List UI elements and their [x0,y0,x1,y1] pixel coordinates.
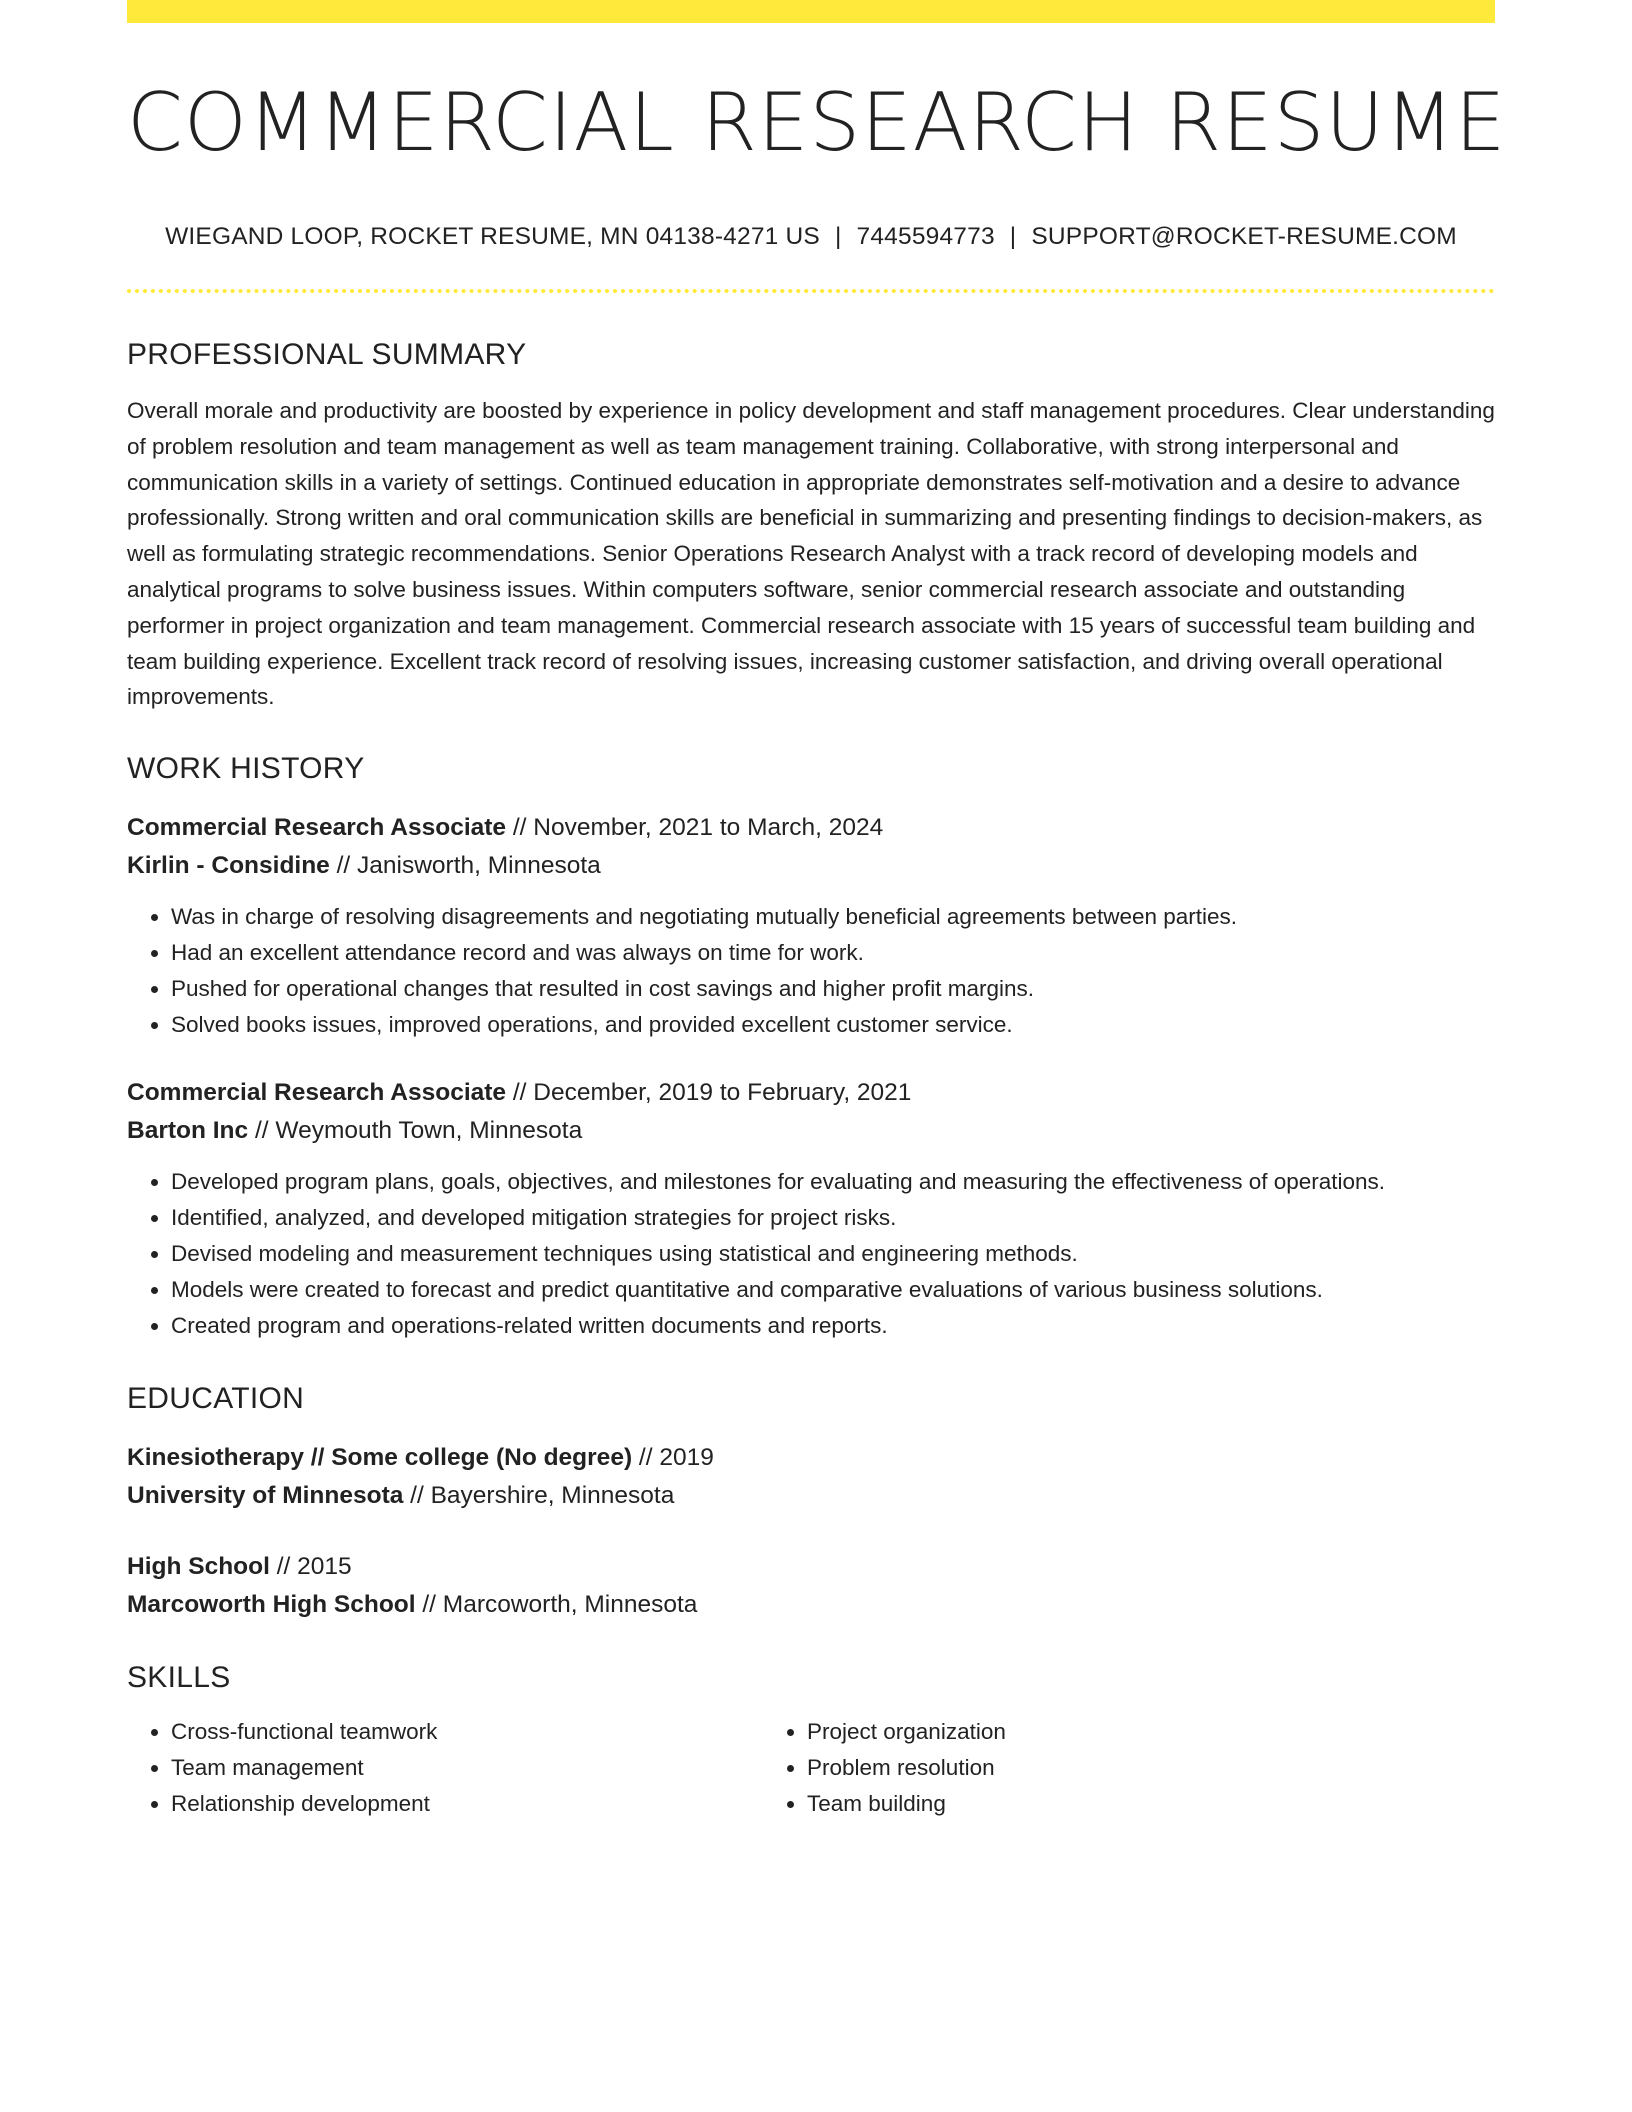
job-company: Barton Inc [127,1117,249,1145]
skill-item: • Problem resolution [807,1750,1387,1786]
education-school-line [127,1586,1495,1624]
section-title-education: EDUCATION [127,1382,305,1416]
accent-top-bar [127,0,1495,23]
skills-list-left [127,1714,757,1821]
job-bullet: • Models were created to forecast and predict quantitative and comparative evaluations of various business solutions. [171,1272,1495,1308]
job-bullet: • Identified, analyzed, and developed mitigation strategies for project risks. [171,1200,1495,1236]
education-location: // Bayershire, Minnesota [403,1482,675,1510]
skill-item: • Team building [807,1786,1387,1822]
job-role: Commercial Research Associate [127,814,507,842]
job-bullet: • Solved books issues, improved operations, and provided excellent customer service. [171,1007,1495,1043]
skill-item: • Relationship development [171,1786,757,1822]
resume-page [127,0,1507,1822]
education-school: Marcoworth High School [127,1591,416,1619]
education-degree: High School [127,1553,270,1581]
job-bullet: • Pushed for operational changes that resulted in cost savings and higher profit margins. [171,971,1495,1007]
contact-email: SUPPORT@ROCKET-RESUME.COM [1031,223,1457,250]
education-degree-line [127,1439,1495,1477]
job-entry [127,809,1495,1042]
job-company: Kirlin - Considine [127,852,330,880]
job-bullet: • Was in charge of resolving disagreements and negotiating mutually beneficial agreements between parties. [171,899,1495,935]
education-degree-line [127,1548,1495,1586]
education-year: // 2019 [632,1444,714,1472]
skills-columns [127,1714,1495,1821]
job-company-line [127,1112,1495,1150]
job-bullets [127,1164,1495,1343]
job-bullet: • Devised modeling and measurement techniques using statistical and engineering methods. [171,1236,1495,1272]
summary-text: Overall morale and productivity are boosted by experience in policy development and staff management procedures. Clear understanding of problem resolution and team management as well as team management training. Collaborative, with strong interpersonal and communication skills in a variety of settings. Continued education in appropriate demonstrates self-motivation and a desire to advance professionally. Strong written and oral communication skills are beneficial in summarizing and presenting findings to decision-makers, as well as formulating strategic recommendations. Senior Operations Research Analyst with a track record of developing models and analytical programs to solve business issues. Within computers software, senior commercial research associate and outstanding performer in project organization and team management. Commercial research associate with 15 years of successful team building and team building experience. Excellent track record of resolving issues, increasing customer satisfaction, and driving overall operational improvements. [127,398,1495,710]
education-entry [127,1548,1495,1624]
job-role: Commercial Research Associate [127,1079,507,1107]
job-role-line [127,809,1495,847]
education-school-line [127,1477,1495,1515]
job-bullets [127,899,1495,1042]
education-degree: Kinesiotherapy // Some college (No degree) [127,1444,633,1472]
job-entry [127,1074,1495,1343]
skill-item: • Cross-functional teamwork [171,1714,757,1750]
job-bullet: • Developed program plans, goals, objectives, and milestones for evaluating and measuring the effectiveness of operations. [171,1164,1495,1200]
education-entry [127,1439,1495,1515]
section-title-summary: PROFESSIONAL SUMMARY [127,338,527,371]
dotted-divider [127,289,1495,293]
contact-line [127,223,1495,251]
education-location: // Marcoworth, Minnesota [415,1591,698,1619]
skill-item: • Team management [171,1750,757,1786]
job-dates: // December, 2019 to February, 2021 [506,1079,912,1107]
job-location: // Weymouth Town, Minnesota [248,1117,583,1145]
skill-item: • Project organization [807,1714,1387,1750]
job-role-line [127,1074,1495,1112]
job-bullet: • Created program and operations-related written documents and reports. [171,1308,1495,1344]
section-title-work-history: WORK HISTORY [127,752,365,786]
contact-separator: | [834,223,842,250]
job-company-line [127,847,1495,885]
contact-phone: 7445594773 [856,223,995,250]
education-year: // 2015 [269,1553,352,1581]
skills-list-right [757,1714,1387,1821]
contact-separator: | [1009,223,1017,250]
job-location: // Janisworth, Minnesota [329,852,601,880]
section-title-skills: SKILLS [127,1661,231,1695]
job-bullet: • Had an excellent attendance record and was always on time for work. [171,935,1495,971]
resume-title: COMMERCIAL RESEARCH RESUME [127,76,1507,169]
education-school: University of Minnesota [127,1482,404,1510]
contact-address: WIEGAND LOOP, ROCKET RESUME, MN 04138-4271 US [165,223,820,250]
job-dates: // November, 2021 to March, 2024 [506,814,884,842]
